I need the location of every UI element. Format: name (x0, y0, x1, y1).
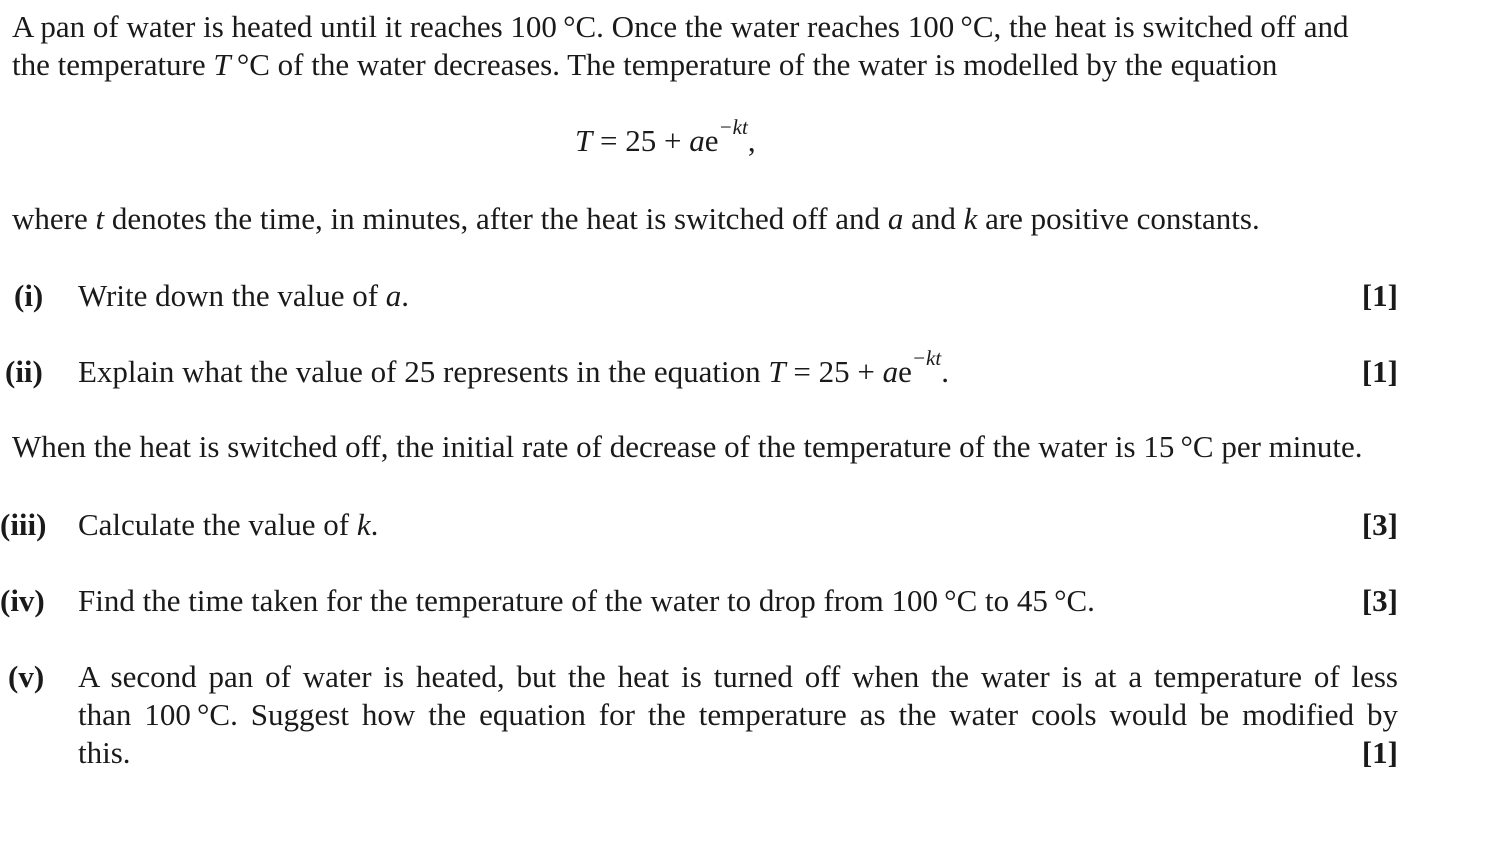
part-ii-label: (ii) (5, 354, 43, 389)
part-i-text: Write down the value of a. (78, 278, 410, 313)
part-iii-marks: [3] (1361, 507, 1398, 542)
where-statement: where t denotes the time, in minutes, after the heat is switched off and a and k are positive constants. (12, 201, 1260, 236)
equation-lhs: T (575, 123, 593, 158)
part-ii-marks: [1] (1361, 354, 1398, 389)
part-i-label: (i) (14, 278, 44, 313)
part-iii-text: Calculate the value of k. (78, 507, 379, 542)
equation-e: e (704, 123, 719, 158)
equation-a: a (689, 123, 705, 158)
equation-exponent: −kt (718, 114, 748, 139)
rate-statement: When the heat is switched off, the initial rate of decrease of the temperature of the water is 15 °C per minute. (12, 429, 1363, 464)
model-equation (575, 114, 756, 161)
part-iv-marks: [3] (1361, 583, 1398, 618)
part-v-line-2: than 100 °C. Suggest how the equation for the temperature as the water cools would be modified by (78, 697, 1398, 732)
equation-middle: = 25 + (592, 123, 690, 158)
intro-line-1: A pan of water is heated until it reaches 100 °C. Once the water reaches 100 °C, the heat is switched off and (12, 9, 1349, 44)
part-v-line-1: A second pan of water is heated, but the heat is turned off when the water is at a temperature of less (78, 659, 1398, 694)
part-v-line-3: this. (78, 735, 131, 770)
part-iii-label: (iii) (0, 507, 47, 542)
part-ii-text: Explain what the value of 25 represents in the equation $T = 25 + ae^{-kt}$. (78, 345, 949, 389)
part-iv-label: (iv) (0, 583, 45, 618)
part-i-marks: [1] (1361, 278, 1398, 313)
part-v-marks: [1] (1361, 735, 1398, 770)
part-iv-text: Find the time taken for the temperature of the water to drop from 100 °C to 45 °C. (78, 583, 1095, 618)
intro-paragraph (12, 8, 1402, 84)
intro-line-2: the temperature T °C of the water decreases. The temperature of the water is modelled by the equation (12, 47, 1278, 82)
equation-trail: , (747, 123, 756, 158)
part-v-label: (v) (8, 659, 45, 694)
variable-T: T (213, 47, 231, 82)
part-v-text (78, 658, 1398, 772)
